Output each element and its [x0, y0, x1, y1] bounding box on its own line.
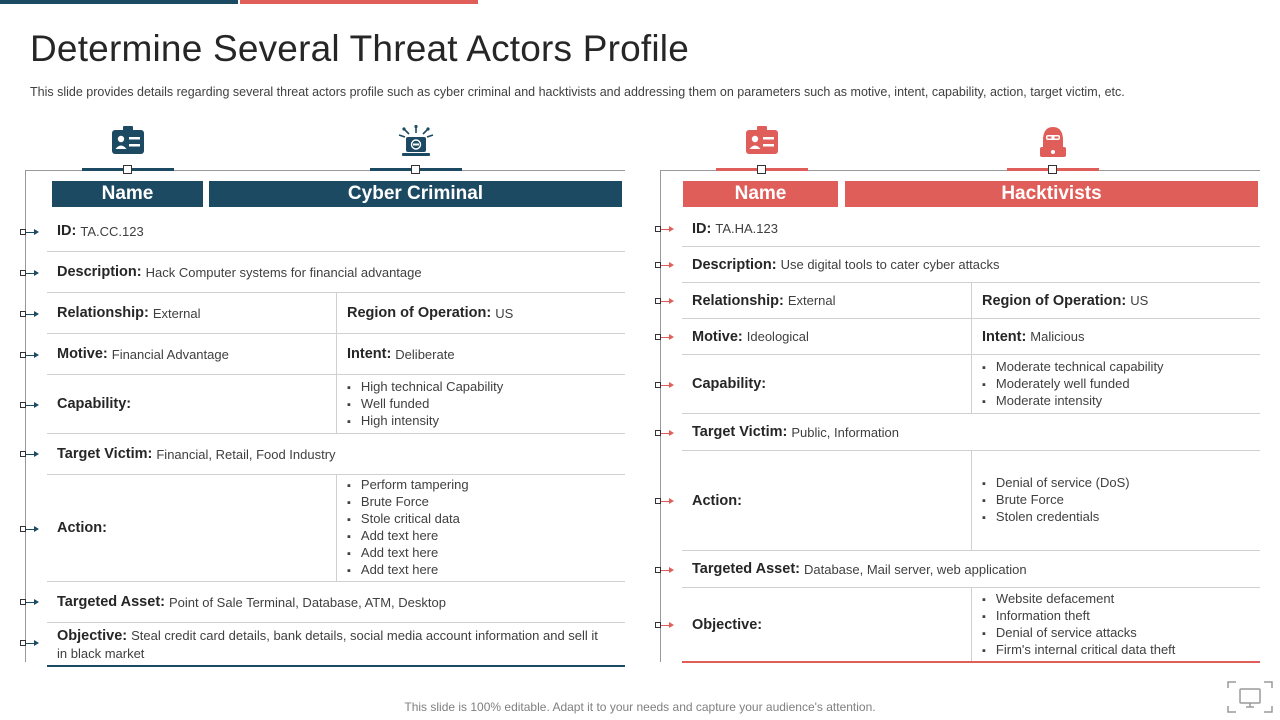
objective-list: [982, 591, 1175, 659]
row-description: [47, 252, 625, 293]
intent-label: Intent:: [347, 346, 392, 362]
bottom-rule: [47, 665, 625, 667]
relationship-label: Relationship:: [57, 305, 149, 321]
targeted-asset-value: Database, Mail server, web application: [803, 561, 1027, 577]
name-icon-block: [716, 125, 808, 177]
region-value: US: [495, 305, 514, 321]
top-accent-navy: [0, 0, 238, 4]
region-label: Region of Operation:: [982, 292, 1127, 309]
objective-label: Objective:: [692, 617, 763, 633]
hooded-hacker-icon: [1035, 125, 1071, 161]
action-label: Action:: [692, 492, 742, 509]
id-label: ID:: [692, 220, 712, 237]
capability-label: Capability:: [57, 396, 132, 412]
page-subtitle: This slide provides details regarding several threat actors profile such as cyber criminal and hacktivists and addressing them on parameters such as motive, intent, capability, action, target victim, etc.: [30, 85, 1125, 99]
row-targeted-asset: [682, 551, 1260, 588]
list-item: ▪ Moderate intensity: [982, 393, 1164, 410]
bottom-rule: [682, 661, 1260, 663]
page-title: Determine Several Threat Actors Profile: [30, 28, 690, 69]
row-description: [682, 247, 1260, 283]
type-header: Hacktivists: [845, 181, 1258, 207]
list-item: ▪ Denial of service attacks: [982, 625, 1175, 642]
relationship-label: Relationship:: [692, 292, 784, 309]
description-value: Hack Computer systems for financial advantage: [145, 264, 422, 280]
list-item: ▪ Denial of service (DoS): [982, 475, 1130, 492]
slide-corner-icon: [1226, 680, 1274, 714]
list-item: ▪ Brute Force: [982, 492, 1130, 509]
region-value: US: [1130, 293, 1149, 308]
row-objective: [682, 588, 1260, 662]
targeted-asset-label: Targeted Asset:: [692, 561, 800, 577]
footer-note: This slide is 100% editable. Adapt it to your needs and capture your audience's attention.: [404, 700, 876, 714]
list-item: ▪ Firm's internal critical data theft: [982, 642, 1175, 659]
id-label: ID:: [57, 223, 77, 239]
id-card-icon: [111, 125, 145, 155]
list-item: ▪ Add text here: [347, 528, 469, 545]
row-action: [47, 475, 625, 582]
row-target-victim: [47, 434, 625, 475]
intent-value: Deliberate: [395, 346, 455, 362]
type-icon-block: [370, 125, 462, 177]
list-item: ▪ Stole critical data: [347, 511, 469, 528]
row-target-victim: [682, 414, 1260, 451]
relationship-value: External: [787, 293, 836, 308]
connector-line: [25, 170, 26, 662]
action-list: [982, 475, 1130, 526]
intent-value: Malicious: [1030, 329, 1085, 344]
targeted-asset-value: Point of Sale Terminal, Database, ATM, Desktop: [168, 594, 446, 610]
name-icon-block: [82, 125, 174, 177]
list-item: ▪ Add text here: [347, 545, 469, 562]
relationship-value: External: [152, 305, 201, 321]
row-targeted-asset: [47, 582, 625, 623]
motive-label: Motive:: [692, 328, 743, 345]
name-header: Name: [52, 181, 203, 207]
target-victim-value: Financial, Retail, Food Industry: [156, 446, 336, 462]
list-item: ▪ Moderate technical capability: [982, 359, 1164, 376]
intent-label: Intent:: [982, 328, 1027, 345]
cyber-criminal-panel: [20, 125, 625, 670]
row-action: [682, 451, 1260, 551]
row-motive: [682, 319, 1260, 355]
type-icon-block: [1007, 125, 1099, 177]
action-list: [347, 477, 469, 579]
capability-list: [982, 359, 1164, 410]
row-relationship: [47, 293, 625, 334]
row-id: [682, 211, 1260, 247]
row-capability: [682, 355, 1260, 414]
row-objective: [47, 623, 625, 665]
id-value: TA.CC.123: [80, 223, 144, 239]
hacker-laptop-icon: [396, 125, 436, 161]
list-item: ▪ Stolen credentials: [982, 509, 1130, 526]
target-victim-label: Target Victim:: [692, 424, 788, 440]
list-item: ▪ Moderately well funded: [982, 376, 1164, 393]
description-value: Use digital tools to cater cyber attacks: [780, 257, 1000, 272]
row-relationship: [682, 283, 1260, 319]
list-item: ▪ Perform tampering: [347, 477, 469, 494]
list-item: ▪ High technical Capability: [347, 379, 503, 396]
motive-value: Financial Advantage: [111, 346, 229, 362]
row-motive: [47, 334, 625, 375]
id-value: TA.HA.123: [715, 221, 778, 236]
motive-label: Motive:: [57, 346, 108, 362]
target-victim-label: Target Victim:: [57, 446, 153, 462]
motive-value: Ideological: [746, 329, 809, 344]
targeted-asset-label: Targeted Asset:: [57, 594, 165, 610]
capability-list: [347, 379, 503, 430]
list-item: ▪ Information theft: [982, 608, 1175, 625]
description-label: Description:: [57, 264, 142, 280]
id-card-icon: [745, 125, 779, 155]
objective-value: Steal credit card details, bank details, social media account information and sell it in black market: [57, 628, 598, 661]
type-header: Cyber Criminal: [209, 181, 622, 207]
hacktivists-panel: [655, 125, 1260, 670]
list-item: ▪ High intensity: [347, 413, 503, 430]
capability-label: Capability:: [692, 376, 767, 392]
objective-label: Objective:: [57, 628, 128, 644]
region-label: Region of Operation:: [347, 305, 492, 321]
row-capability: [47, 375, 625, 434]
target-victim-value: Public, Information: [791, 424, 900, 440]
connector-line: [660, 170, 661, 662]
list-item: ▪ Website defacement: [982, 591, 1175, 608]
action-label: Action:: [57, 520, 107, 536]
list-item: ▪ Well funded: [347, 396, 503, 413]
top-accent-red: [240, 0, 478, 4]
list-item: ▪ Add text here: [347, 562, 469, 579]
list-item: ▪ Brute Force: [347, 494, 469, 511]
description-label: Description:: [692, 256, 777, 273]
row-id: [47, 211, 625, 252]
name-header: Name: [683, 181, 838, 207]
